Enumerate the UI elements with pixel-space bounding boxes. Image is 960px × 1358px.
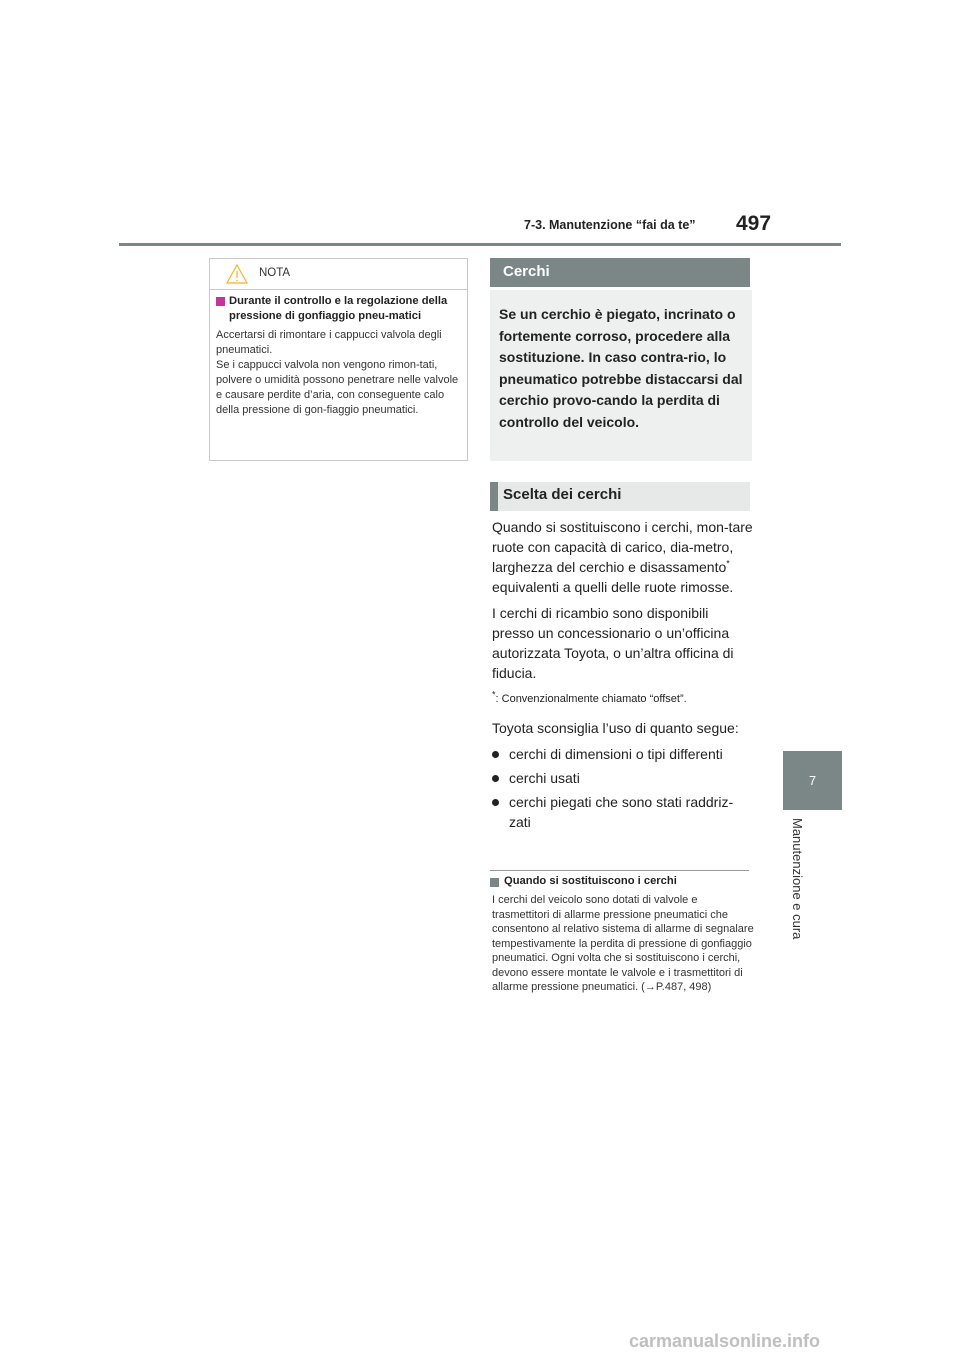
section-title: 7-3. Manutenzione “fai da te” [524,218,696,232]
list-item-text: cerchi di dimensioni o tipi differenti [509,746,723,762]
list-item-text: cerchi usati [509,770,580,786]
page-number: 497 [736,212,772,235]
bullet-dot-icon [492,799,499,806]
page-reference-link[interactable]: →P.487, 498) [644,981,712,993]
list-item [492,792,754,832]
chapter-tab: 7 [783,751,842,810]
section-heading-cerchi: Cerchi [490,258,750,287]
header-divider [119,243,841,246]
paragraph-1 [492,517,754,597]
bullet-dot-icon [492,775,499,782]
paragraph-3: Toyota sconsiglia l’uso di quanto segue: [492,720,739,736]
note-title: NOTA [259,267,291,279]
note-heading [216,294,459,324]
info-divider [490,870,749,871]
note-paragraph-2: Se i cappucci valvola non vengono rimon-tati, polvere o umidità possono penetrare nelle valvole e causare perdite d’aria, con conseguente calo della pressione di gon-fiaggio pneumatici. [216,359,459,416]
footnote-star: * [492,689,496,700]
main-text [492,517,754,836]
footnote [492,689,754,709]
warning-panel: Se un cerchio è piegato, incrinato o fortemente corroso, procedere alla sostituzione. In caso contra-rio, lo pneumatico potrebbe distaccarsi dal cerchio provo-cando la perdita di controllo del veicolo. [490,290,752,461]
note-body [210,290,467,418]
list-item [492,768,754,788]
footnote-text: : Convenzionalmente chiamato “offset”. [495,693,687,705]
info-body-text: I cerchi del veicolo sono dotati di valvole e trasmettitori di allarme pressione pneumatici che consentono al relativo sistema di allarme di segnalare tempestivamente la perdita di pressione di gonfiaggio pneumatici. Ogni volta che si sostituiscono i cerchi, devono essere montate le valvole e i trasmettitori di allarme pressione pneumatici. ( [492,894,754,993]
list-item-text: cerchi piegati che sono stati raddriz-zati [509,794,734,830]
note-paragraph-1: Accertarsi di rimontare i cappucci valvola degli pneumatici. [216,329,442,356]
warning-triangle-icon [226,264,248,284]
note-header [210,259,467,290]
section-heading-scelta: Scelta dei cerchi [490,482,750,511]
paragraph-1-text-a: Quando si sostituiscono i cerchi, mon-tare ruote con capacità di carico, dia-metro, larghezza del cerchio e disassamento [492,519,753,575]
note-heading-text: Durante il controllo e la regolazione della pressione di gonfiaggio pneu-matici [229,295,448,322]
info-body [492,893,754,995]
note-marker-icon [216,297,225,306]
note-box [209,258,468,461]
footnote-marker: * [726,558,730,569]
chapter-label: Manutenzione e cura [790,818,805,940]
paragraph-1-text-b: equivalenti a quelli delle ruote rimosse. [492,579,734,595]
watermark: carmanualsonline.info [629,1331,821,1351]
bullet-dot-icon [492,751,499,758]
info-heading-text: Quando si sostituiscono i cerchi [504,875,677,887]
paragraph-2: I cerchi di ricambio sono disponibili presso un concessionario o un’officina autorizzata Toyota, o un’altra officina di fiducia. [492,605,734,681]
list-item [492,744,754,764]
info-marker-icon [490,878,499,887]
info-heading [490,875,677,887]
